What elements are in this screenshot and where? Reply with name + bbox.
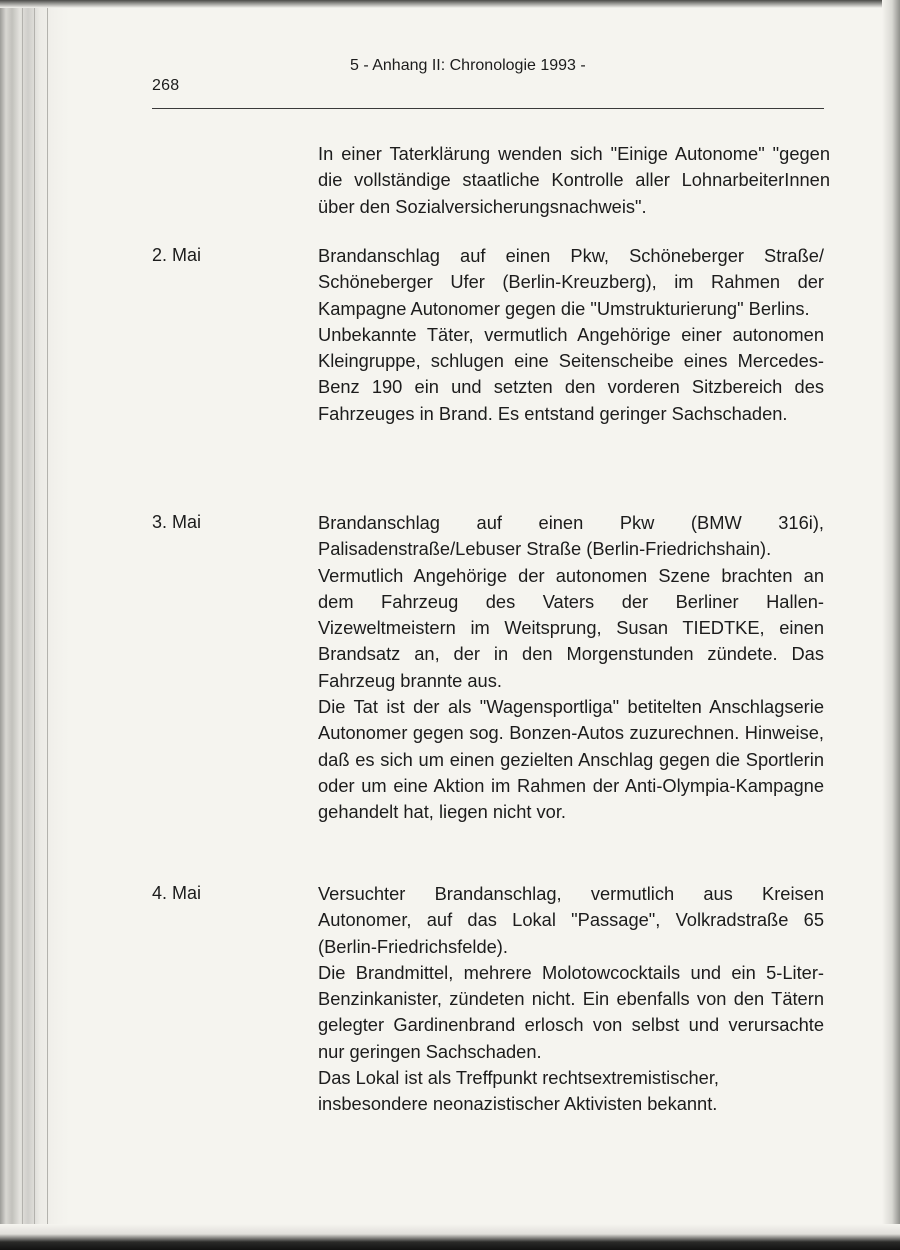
gutter-line: [22, 0, 23, 1250]
entry-date: 2. Mai: [152, 245, 202, 265]
bottom-page-edge: [0, 1224, 900, 1250]
page-number: 268: [152, 77, 180, 94]
header-rule: [152, 108, 824, 109]
entry-paragraph: Unbekannte Täter, vermutlich Angehörige einer autonomen Kleingruppe, schlugen eine Seitenscheibe eines Mercedes-Benz 190 ein und setzten den vorderen Sitzbereich des Fahrzeuges in Brand. Es entstand geringer Sachschaden.: [318, 323, 824, 424]
top-page-edge: [0, 0, 900, 8]
entry-date: 3. Mai: [152, 512, 202, 532]
entry-paragraph: Brandanschlag auf einen Pkw (BMW 316i), Palisadenstraße/Lebuser Straße (Berlin-Friedrichshain).: [318, 512, 824, 560]
entry-paragraph: In einer Taterklärung wenden sich "Einige Autonome" "gegen die vollständige staatliche Kontrolle aller LohnarbeiterInnen über den Sozialversicherungsnachweis".: [318, 143, 830, 217]
entry-paragraph: Das Lokal ist als Treffpunkt rechtsextremistischer, insbesondere neonazistischer Aktivisten bekannt.: [318, 1067, 719, 1115]
entry-text: [318, 881, 824, 1118]
entry-paragraph: Brandanschlag auf einen Pkw, Schöneberger Straße/ Schöneberger Ufer (Berlin-Kreuzberg), im Rahmen der Kampagne Autonomer gegen die "Umstrukturierung" Berlins.: [318, 245, 824, 319]
entry-text: [318, 510, 824, 826]
entry-continuation: [318, 141, 830, 220]
entry-paragraph: Die Brandmittel, mehrere Molotowcocktails und ein 5-Liter-Benzinkanister, zündeten nicht. Ein ebenfalls von den Tätern gelegter Gardinenbrand erlosch von selbst und verursachte nur geringen Sachschaden.: [318, 961, 824, 1062]
running-head: 5 - Anhang II: Chronologie 1993 -: [350, 57, 586, 74]
entry-paragraph: Vermutlich Angehörige der autonomen Szene brachten an dem Fahrzeug des Vaters der Berliner Hallen-Vizeweltmeistern im Weitsprung, Susan TIEDTKE, einen Brandsatz an, der in den Morgenstunden zündete. Das Fahrzeug brannte aus.: [318, 564, 824, 691]
gutter-line: [34, 0, 35, 1250]
entry-paragraph: Die Tat ist der als "Wagensportliga" betitelten Anschlagserie Autonomer gegen sog. Bonzen-Autos zuzurechnen. Hinweise, daß es sich um einen gezielten Anschlag gegen die Sportlerin oder um eine Aktion im Rahmen der Anti-Olympia-Kampagne gehandelt hat, liegen nicht vor.: [318, 696, 824, 823]
book-gutter: [0, 0, 70, 1250]
right-page-edge: [882, 0, 900, 1250]
entry-text: [318, 243, 824, 427]
entry-date: 4. Mai: [152, 883, 202, 903]
entry-paragraph: Versuchter Brandanschlag, vermutlich aus Kreisen Autonomer, auf das Lokal "Passage", Volkradstraße 65 (Berlin-Friedrichsfelde).: [318, 883, 824, 957]
gutter-line: [47, 0, 48, 1250]
